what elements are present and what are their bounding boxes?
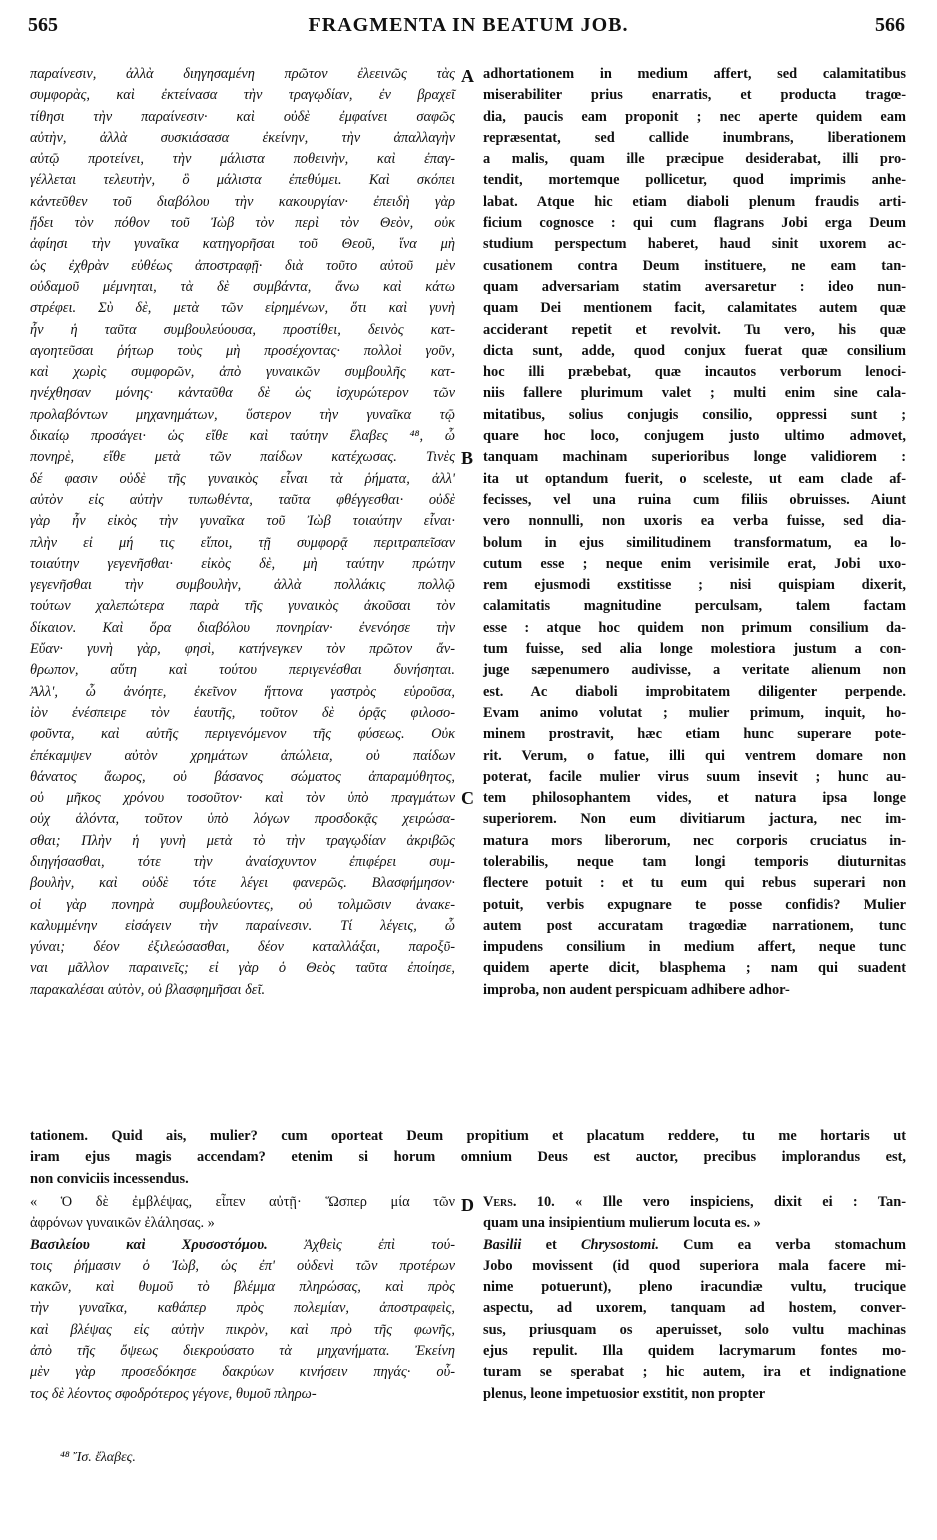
greek-verse-line: « Ὁ δὲ ἐμβλέψας, εἶπεν αὐτῇ· Ὥσπερ μία τῶν <box>30 1194 455 1210</box>
latin-line: fecisses, vel una ruina cum filiis obruisses. Aiunt <box>483 491 906 508</box>
running-header <box>0 10 937 44</box>
greek-line: τίθησι τὴν παραίνεσιν· καὶ οὐδὲ ἐμφαίνει σαφῶς <box>30 108 455 125</box>
latin-line: improba, non audent perspicuam adhibere adhor- <box>483 981 790 998</box>
greek-line: δικαίῳ προσάγει· ὡς εἴθε καὶ ταύτην ἔλαβες ⁴⁸, ὦ <box>30 428 455 445</box>
latin-line: esse : atque hoc quidem non primum consilium da- <box>483 619 906 636</box>
latin-full-line: non conviciis incessendus. <box>30 1170 189 1187</box>
latin-line: impudens consilium in medium affert, neque tunc <box>483 939 906 956</box>
latin-line: tem philosophantem vides, et natura ipsa longe <box>483 790 906 807</box>
latin-line: aspectu, ad uxorem, tanquam ad hostem, conver- <box>483 1300 906 1317</box>
greek-line: ᾔδει τὸν πόθον τοῦ Ἰὼβ τὸν περὶ τὸν Θεὸν, οὐκ <box>30 215 455 232</box>
greek-paragraph-first-line: Βασιλείου καὶ Χρυσοστόμου. Ἀχθεὶς ἐπὶ τού- <box>30 1236 456 1253</box>
greek-line: σθαι; Πλὴν ἡ γυνὴ μετὰ τὸ τὴν τραγῳδίαν ἀκριβῶς <box>30 832 455 849</box>
greek-line: προλαβόντων μηχανημάτων, ὕστερον τὴν γυναῖκα τῷ <box>30 406 455 423</box>
greek-column-bottom <box>30 1192 455 1405</box>
latin-line: quidem aperte dicit, blasphema ; nam qui suadent <box>483 960 906 977</box>
greek-line: καὶ χωρὶς συμφορῶν, ἀπὸ γυναικῶν συμβουλῆς κατ- <box>30 364 455 381</box>
latin-verse-line: quam una insipientium mulierum locuta es. » <box>483 1215 761 1232</box>
latin-line: Evam animo volutat ; mulier primum, inquit, ho- <box>483 704 906 721</box>
latin-line: miserabiliter prius enarratis, et producta tragœ- <box>483 87 906 104</box>
greek-line: θρωπον, αὕτη καὶ τούτου περιγενέσθαι δυνήσηται. <box>30 662 455 679</box>
latin-attribution-chrysostomi: Chrysostomi. <box>580 1236 659 1253</box>
greek-line: γεγενῆσθαι τὴν συμβουλὴν, ἀλλὰ πολλάκις πολλῷ <box>30 577 455 594</box>
greek-line: φοῦντα, καὶ αὐτῆς περιγενόμενον τῆς φύσεως. Οὐκ <box>30 726 455 743</box>
latin-line: labat. Atque hic etiam diaboli plenum fraudis arti- <box>483 193 906 210</box>
latin-verse-line: Vers. 10. « Ille vero inspiciens, dixit ei : Tan- <box>483 1194 906 1210</box>
greek-line: γὰρ ἦν εἰκὸς τὴν γυναῖκα τοῦ Ἰὼβ τοιαύτην εἶναι· <box>30 513 455 530</box>
greek-line: αὐτὸν εἰς αὐτὴν τυπωθέντα, ταῦτα φθέγγεσθαι· οὐδὲ <box>30 491 455 508</box>
verse-label: Vers. 10. <box>483 1194 555 1210</box>
latin-line: rem ejusmodi exstitisse ; nisi quispiam dixerit, <box>483 577 906 594</box>
greek-line: στρέφει. Σὺ δὲ, μετὰ τῶν εἰρημένων, ὅτι καὶ γυνὴ <box>30 300 455 317</box>
greek-line: ὡς ἐχθρὰν εὐθέως ἀποστραφῇ· διὰ τοῦτο αὐτοῦ μὲν <box>30 257 455 274</box>
latin-line: poterat, facile mulier virus suum insevit ; hunc au- <box>483 768 906 785</box>
latin-line: tum fuisse, sed alia longe molestiora justum a con- <box>483 641 906 658</box>
greek-line: διηγήσασθαι, τότε τὴν ἀναίσχυντον ἐπιφέρει συμ- <box>30 853 455 870</box>
greek-line: πονηρὲ, εἴθε μετὰ τῶν παίδων κατέχωσας. Τινὲς <box>30 449 455 466</box>
margin-letter-d: D <box>461 1195 474 1215</box>
greek-line: κακῶν, καὶ θυμοῦ τὸ βλέμμα πληρώσας, καὶ πρὸς <box>30 1279 455 1296</box>
latin-line: a malis, quam ille præcipue desiderabat, illi pro- <box>483 151 906 168</box>
latin-line: flectere potuit : et tu eum qui rebus superari non <box>483 875 906 892</box>
page-number-right: 566 <box>875 14 905 36</box>
latin-line: tolerabilis, neque tam longi temporis diuturnitas <box>483 853 906 870</box>
latin-line: ejus repulit. Illa quidem lacrymarum fontes mo- <box>483 1343 906 1360</box>
footnote: ⁴⁸ Ἴσ. ἔλαβες. <box>60 1450 136 1465</box>
latin-full-width-continuation <box>30 1126 906 1190</box>
greek-column-top <box>30 64 455 1001</box>
greek-line: Εὔαν· γυνὴ γὰρ, φησὶ, κατήνεγκεν τὸν πρῶτον ἄν- <box>30 641 455 658</box>
greek-line: ηνέχθησαν μόνης· κἀνταῦθα δὲ ὡς ἰσχυρώτερον τῶν <box>30 385 455 402</box>
latin-bottom-lines <box>483 1256 906 1405</box>
latin-line: hoc illi præbebat, quæ incautos verborum lenoci- <box>483 364 906 381</box>
latin-full-line: iram ejus magis accendam? etenim si horum omnium Deus est auctor, precibus implorandus est, <box>30 1149 906 1166</box>
greek-line: Ἀλλ', ὦ ἀνόητε, ἐκεῖνον ἥττονα γαστρὸς εὑροῦσα, <box>30 683 455 700</box>
latin-line: quam Dei mentionem facit, calamitates autem quæ <box>483 300 906 317</box>
greek-line: καὶ βλέψας εἰς αὐτὴν πικρὸν, καὶ πρὸ τῆς φωνῆς, <box>30 1321 455 1338</box>
latin-line: adhortationem in medium affert, sed calamitatibus <box>483 66 906 82</box>
greek-line: ναι μᾶλλον παραινεῖς; εἰ γὰρ ὁ Θεὸς ταῦτα ἐποίησε, <box>30 960 455 977</box>
greek-line: κἀντεῦθεν τοῦ διαβόλου τὴν κακουργίαν· ἐπειδὴ γὰρ <box>30 193 455 210</box>
greek-line: αὐτὴν, ἀλλὰ συσκιάσασα ἐκείνην, τὴν ἀπαλλαγὴν <box>30 129 455 146</box>
latin-line: rit. Verum, o fatue, illi qui ventrem domare non <box>483 747 906 764</box>
greek-line: παραίνεσιν, ἀλλὰ διηγησαμένη πρῶτον ἐλεεινῶς τὰς <box>30 66 455 82</box>
greek-bottom-lines <box>30 1256 455 1405</box>
latin-line: sus, priusquam os aperuisset, solo vultu machinas <box>483 1321 906 1338</box>
latin-line: autem post accuratam tragœdiæ narrationem, tunc <box>483 917 906 934</box>
latin-line: Jobo movissent (id quod superiora mala facere mi- <box>483 1257 906 1274</box>
latin-column-bottom <box>483 1192 906 1405</box>
latin-line: calamitatis magnitudine perculsam, talem factam <box>483 598 906 615</box>
latin-line: niis fallere plurimum valet ; multi enim sine cala- <box>483 385 906 402</box>
greek-line: δέ φασιν οὐδὲ τῆς γυναικὸς εἶναι τὰ ῥήματα, ἀλλ' <box>30 470 455 487</box>
latin-line: superiorem. Non eum divitiarum jactura, nec im- <box>483 811 906 828</box>
greek-line: ἰὸν ἐνέσπειρε τὸν ἑαυτῆς, τοῦτον δὲ ὁρᾷς φιλοσο- <box>30 704 455 721</box>
greek-line: ἦν ἡ ταῦτα συμβουλεύουσα, προστίθει, δεινὸς κατ- <box>30 321 455 338</box>
latin-line: matura mors liberorum, nec corporis cruciatus in- <box>483 832 906 849</box>
margin-letter-c: C <box>461 788 474 808</box>
latin-line: vero nonnulli, non uxoris ea verba fuisse, sed dia- <box>483 513 906 530</box>
greek-line: τοιαύτην γεγενῆσθαι· εἰκὸς δὲ, μὴ ταύτην πρώτην <box>30 555 455 572</box>
latin-paragraph-first-line: Basilii et Chrysostomi. Cum ea verba stomachum <box>483 1236 906 1253</box>
latin-line: juge sæpenumero audivisse, a veritate alienum non <box>483 662 906 679</box>
latin-line: est. Ac diaboli improbitatem diligenter perpende. <box>483 683 906 700</box>
latin-line: quam adversariam statim aversaretur : ideo nun- <box>483 278 906 295</box>
greek-line: οὐδαμοῦ μέμνηται, τὰ δὲ συμβάντα, ἄνω καὶ κάτω <box>30 278 455 295</box>
latin-line: tendit, mortemque pollicetur, quod imprimis anhe- <box>483 172 906 189</box>
latin-line: dicta sunt, adde, quod conjux fuerat quæ consilium <box>483 342 906 359</box>
latin-line: repræsentat, sed callide inumbrans, liberationem <box>483 129 906 146</box>
greek-line: τούτων χαλεπώτερα παρὰ τῆς γυναικὸς ἀκοῦσαι τὸν <box>30 598 455 615</box>
greek-line: πλὴν εἰ μή τις εἴποι, τῇ συμφορᾷ περιτραπεῖσαν <box>30 534 455 551</box>
greek-line: ἐπέκαμψεν αὐτὸν χρημάτων ἀπώλεια, οὐ παίδων <box>30 747 455 764</box>
greek-verse-line: ἀφρόνων γυναικῶν ἐλάλησας. » <box>30 1215 215 1232</box>
greek-line: δίκαιον. Καὶ ὅρα διαβόλου πονηρίαν· ἐνενόησε τὴν <box>30 619 455 636</box>
greek-line: συμφορὰς, καὶ ἐκτείνασα τὴν τραγῳδίαν, ἐν βραχεῖ <box>30 87 455 104</box>
latin-line: studium perspectum haberet, haud sinit uxorem ac- <box>483 236 906 253</box>
latin-line: turam se sperabat ; hic autem, ira et indignatione <box>483 1364 906 1381</box>
greek-line: γέλλεται τελευτὴν, ὃ μάλιστα ἐπεθύμει. Καὶ σκόπει <box>30 172 455 189</box>
latin-line: cusationem contra Deum instituere, ne eam tan- <box>483 257 906 274</box>
latin-line: potuit, verbis expugnare te posse confidis? Mulier <box>483 896 906 913</box>
page-number-left: 565 <box>28 14 58 36</box>
greek-line: οἱ γὰρ πονηρὰ συμβουλεύοντες, οὐ τολμῶσιν ἀνακε- <box>30 896 455 913</box>
latin-attribution-basilii: Basilii <box>483 1236 522 1253</box>
latin-line: acciderant repetit et revolvit. Tu vero, his quæ <box>483 321 906 338</box>
greek-line: καλυμμένην εἰσάγειν τὴν παραίνεσιν. Τί λέγεις, ὦ <box>30 917 455 934</box>
greek-attribution: Βασιλείου καὶ Χρυσοστόμου. <box>30 1236 268 1253</box>
latin-line: tanquam machinam superioribus longe validiorem : <box>483 449 906 466</box>
greek-line: μὲν γὰρ προσεδόκησε δακρύων κινήσειν πηγάς· οὗ- <box>30 1364 455 1381</box>
greek-line: οὐχ ἁλόντα, τοῦτον ὑπὸ λόγων προσδοκᾷς χειρώσα- <box>30 811 455 828</box>
greek-line: τοις ῥήμασιν ὁ Ἰὼβ, ὡς ἐπ' οὐδενὶ τῶν προτέρων <box>30 1257 455 1274</box>
running-title: FRAGMENTA IN BEATUM JOB. <box>308 14 629 36</box>
greek-line: γύναι; δέον ἐξιλεώσασθαι, δέον καταλλάξαι, παροξῦ- <box>30 939 455 956</box>
greek-line: ἀφίησι τὴν γυναῖκα κατηγορῆσαι τοῦ Θεοῦ, ἵνα μὴ <box>30 236 455 253</box>
greek-line: οὐ μῆκος χρόνου τοσοῦτον· καὶ τὸν ὑπὸ πραγμάτων <box>30 790 455 807</box>
greek-line: τος δὲ λέοντος σφοδρότερος γέγονε, θυμοῦ πληρω- <box>30 1385 317 1402</box>
latin-line: cutum esse ; neque enim verisimile erat, Jobi uxo- <box>483 555 906 572</box>
latin-line: dia, paucis eam proponit ; nec aperte quidem eam <box>483 108 906 125</box>
greek-line: βουλὴν, καὶ οὐδὲ τότε λέγει φανερῶς. Βλασφήμησον· <box>30 875 455 892</box>
latin-line: ita ut optandum fuerit, o sceleste, ut eam clade af- <box>483 470 906 487</box>
latin-full-line: tationem. Quid ais, mulier? cum oporteat Deum propitium et placatum reddere, tu me hortaris ut <box>30 1128 906 1144</box>
greek-line: αὐτῷ προτείνει, τὴν μάλιστα ποθεινὴν, καὶ ἐπαγ- <box>30 151 455 168</box>
margin-letter-b: B <box>461 448 474 468</box>
greek-line: αγοητεῦσαι ῥήτωρ τοὺς μὴ προσέχοντας· πολλοὶ γοῦν, <box>30 342 455 359</box>
latin-line: mitatibus, solius conjugis consilio, oppressi sunt ; <box>483 406 906 423</box>
greek-line: παρακαλέσαι αὐτὸν, οὐ βλασφημῆσαι δεῖ. <box>30 981 266 998</box>
latin-line: minem prostravit, hæc etiam hunc superare pote- <box>483 726 906 743</box>
latin-line: bolum in ejus similitudinem transformatum, ea lo- <box>483 534 906 551</box>
greek-line: ἀπὸ τῆς ὄψεως διεκρούσατο τὰ μηχανήματα. Ἐκείνη <box>30 1343 455 1360</box>
latin-line: plenus, leone impetuosior exstitit, non propter <box>483 1385 766 1402</box>
latin-column-top <box>483 64 906 1001</box>
margin-letter-a: A <box>461 66 474 86</box>
greek-line: τὴν γυναῖκα, καθάπερ πρὸς πολεμίαν, ἀποστραφεὶς, <box>30 1300 455 1317</box>
latin-line: ficium cognosce : qui cum flagrans Jobi erga Deum <box>483 215 906 232</box>
greek-line: θάνατος ἄωρος, οὐ βάσανος σώματος ἀπαραμύθητος, <box>30 768 455 785</box>
latin-line: nime potuerunt), pleno iracundiæ vultu, trucique <box>483 1279 906 1296</box>
latin-line: quare hoc loco, conjugem justo ultimo admovet, <box>483 428 906 445</box>
